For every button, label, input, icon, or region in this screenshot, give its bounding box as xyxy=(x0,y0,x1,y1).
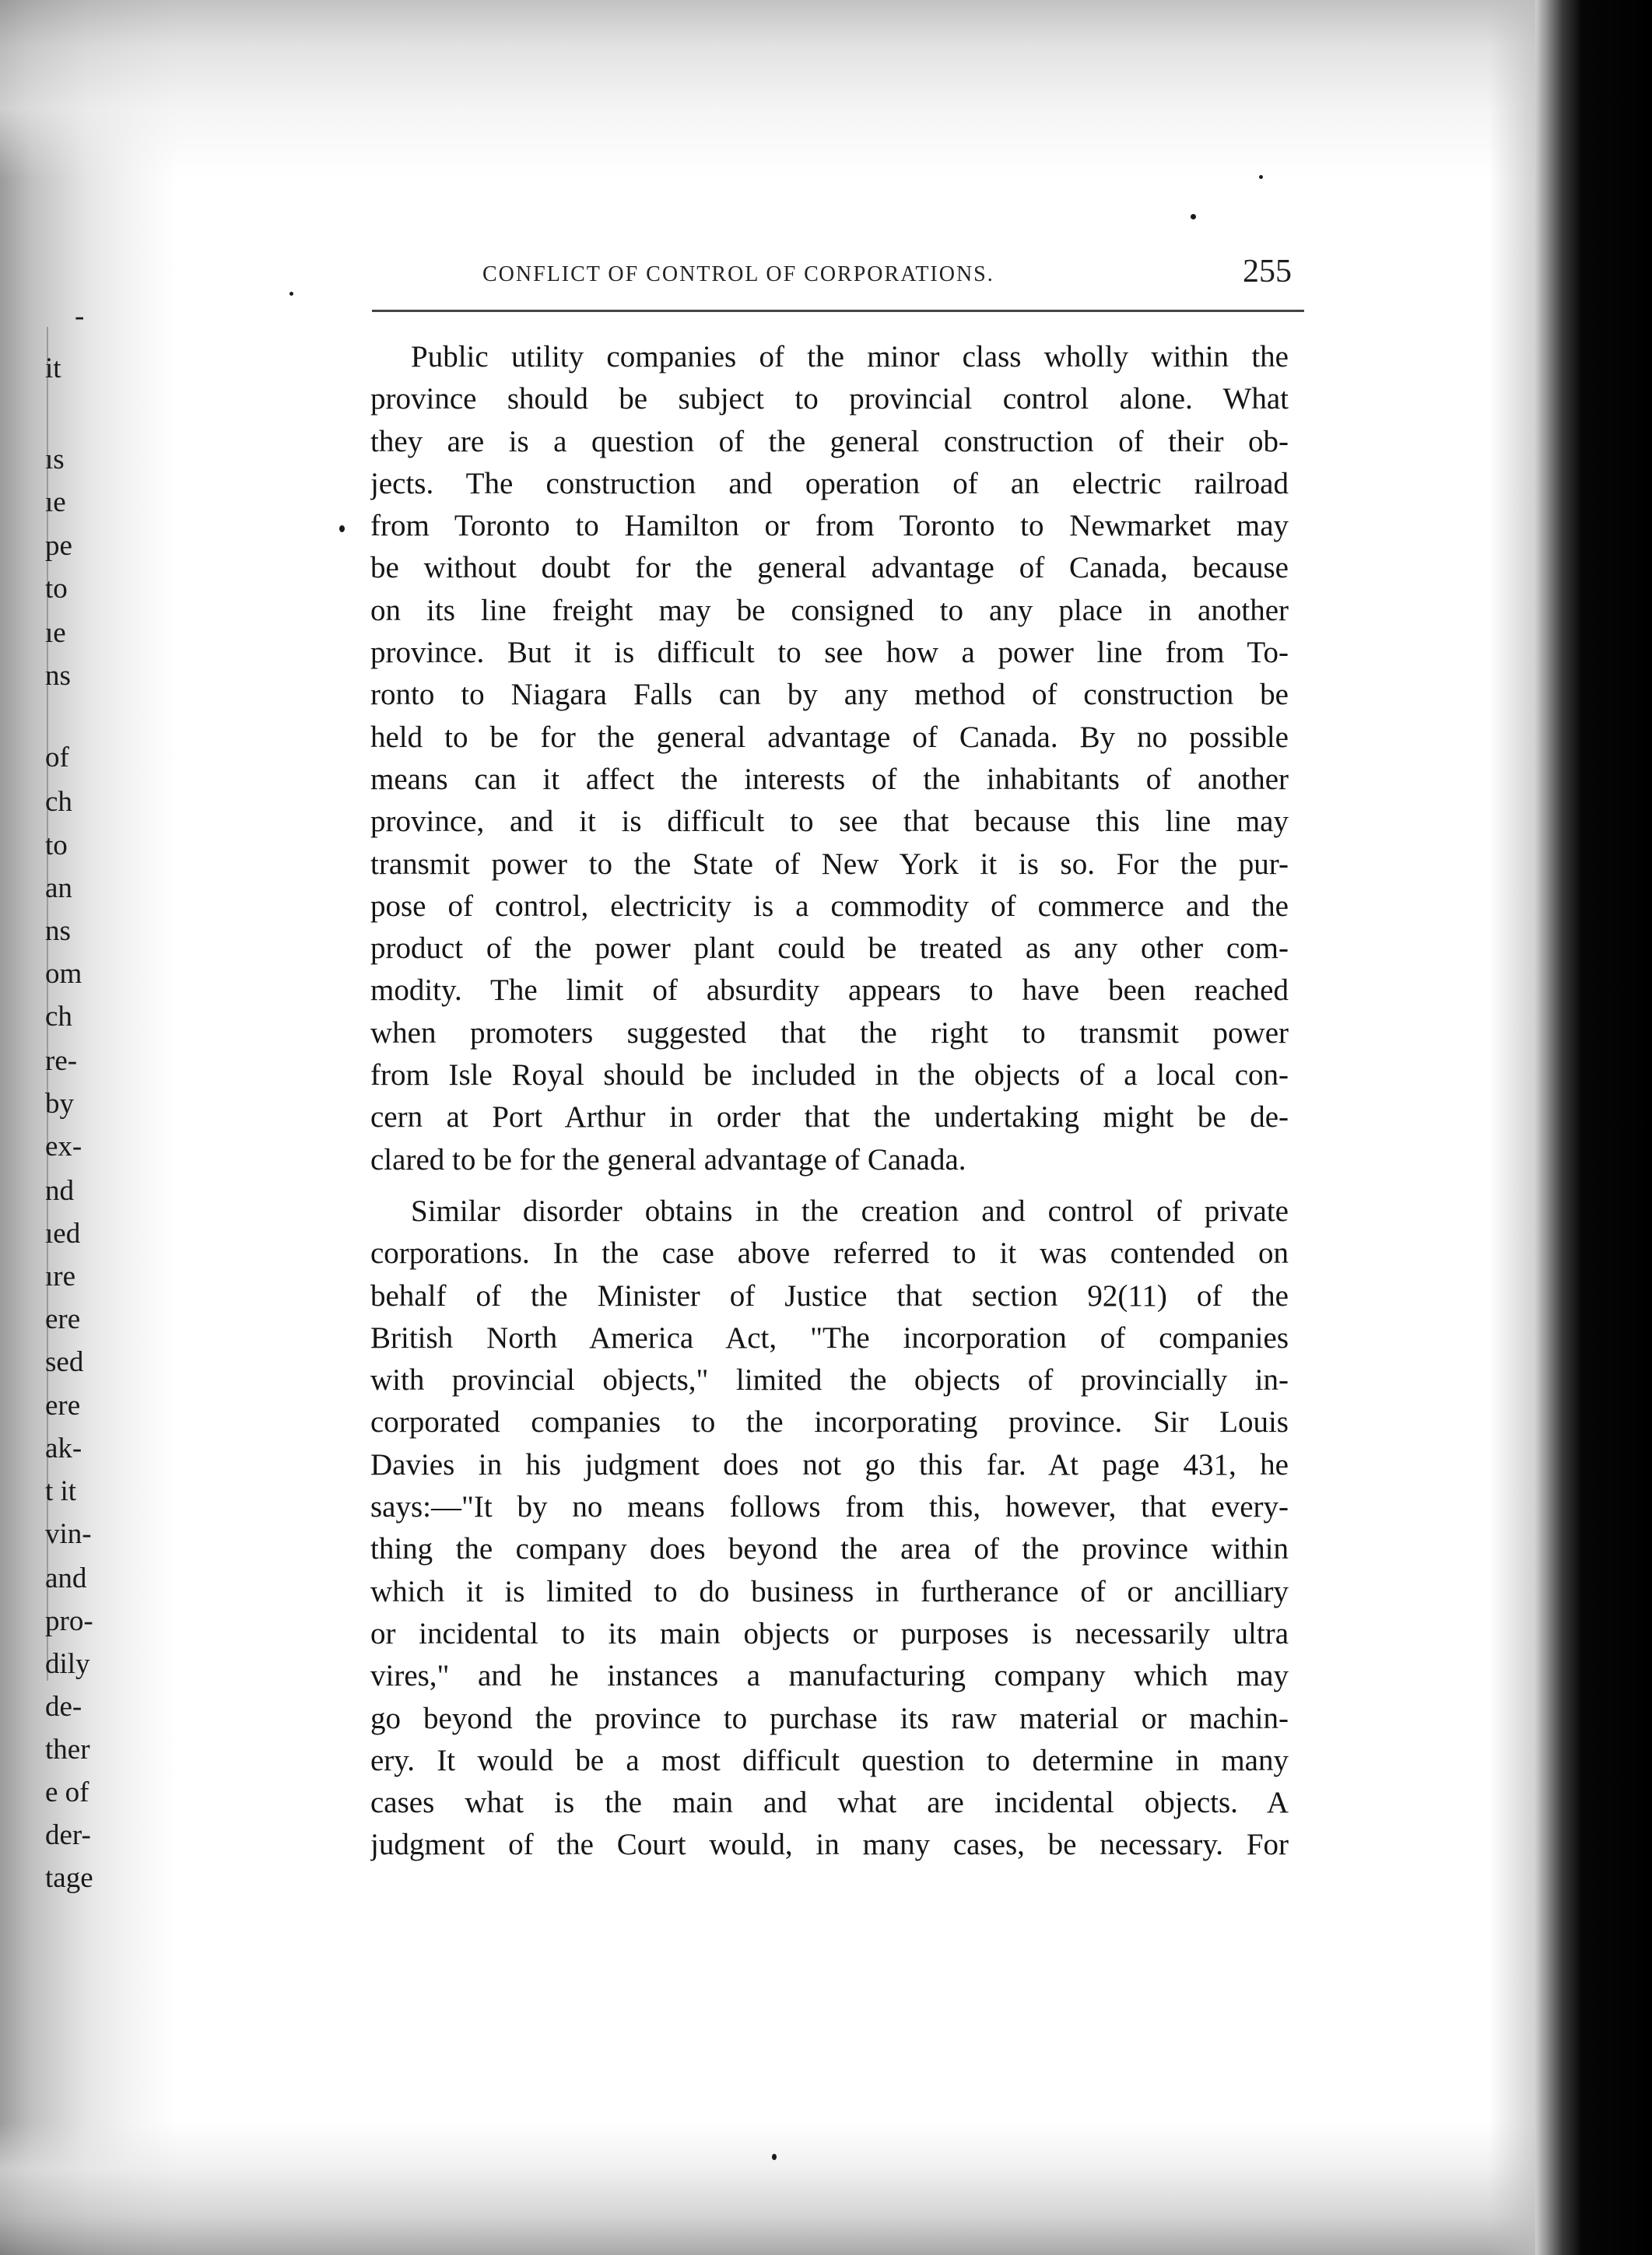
text-line: pose of control, electricity is a commodity of commerce and the xyxy=(370,889,1289,923)
text-line: judgment of the Court would, in many cases, be necessary. For xyxy=(370,1828,1289,1862)
previous-page-fragment: pe xyxy=(45,530,72,562)
text-line: Similar disorder obtains in the creation and control of private xyxy=(411,1194,1289,1228)
scan-speck xyxy=(289,292,293,296)
paragraph xyxy=(370,1191,1289,1867)
text-line: province, and it is difficult to see that because this line may xyxy=(370,805,1289,839)
paragraph-gap xyxy=(370,1181,1289,1191)
previous-page-fragment: - xyxy=(75,300,85,332)
text-line: corporations. In the case above referred to it was contended on xyxy=(370,1236,1289,1271)
text-line: which it is limited to do business in furtherance of or ancilliary xyxy=(370,1574,1289,1608)
running-title: CONFLICT OF CONTROL OF CORPORATIONS. xyxy=(482,262,994,286)
text-line: go beyond the province to purchase its raw material or machin- xyxy=(370,1701,1289,1735)
previous-page-fragment: ex- xyxy=(45,1131,82,1163)
scan-speck xyxy=(1191,214,1196,219)
text-line: British North America Act, "The incorporation of companies xyxy=(370,1320,1289,1355)
previous-page-fragment: it xyxy=(45,352,61,384)
previous-page-fragment: ere xyxy=(45,1303,81,1335)
previous-page-fragment: to xyxy=(45,573,68,605)
text-line: on its line freight may be consigned to any place in another xyxy=(370,593,1289,627)
text-line: clared to be for the general advantage of Canada. xyxy=(370,1142,966,1177)
text-line: modity. The limit of absurdity appears to have been reached xyxy=(370,973,1289,1008)
previous-page-fragment: nd xyxy=(45,1175,74,1207)
scan-edge-right xyxy=(1535,0,1652,2255)
scan-shadow-bottom xyxy=(0,2123,1652,2255)
previous-page-fragment: ther xyxy=(45,1734,90,1766)
previous-page-fragment: dily xyxy=(45,1648,90,1680)
previous-page-fragment: tage xyxy=(45,1862,93,1894)
text-line: behalf of the Minister of Justice that section 92(11) of the xyxy=(370,1278,1289,1313)
text-line: Public utility companies of the minor class wholly within the xyxy=(411,340,1289,373)
previous-page-fragment: to xyxy=(45,829,68,861)
text-line: Davies in his judgment does not go this far. At page 431, he xyxy=(370,1447,1289,1482)
previous-page-fragment: ch xyxy=(45,786,72,818)
previous-page-fragment: re- xyxy=(45,1045,78,1077)
text-line: from Isle Royal should be included in the objects of a local con- xyxy=(370,1058,1289,1092)
header-rule xyxy=(372,310,1304,312)
previous-page-fragment: sed xyxy=(45,1346,84,1378)
text-line: when promoters suggested that the right to transmit power xyxy=(370,1015,1289,1050)
previous-page-fragment: de- xyxy=(45,1691,82,1723)
previous-page-fragment: ıre xyxy=(45,1261,76,1292)
scan-speck xyxy=(772,2154,777,2160)
text-line: cases what is the main and what are incidental objects. A xyxy=(370,1786,1289,1820)
previous-page-fragment: e of xyxy=(45,1776,89,1808)
previous-page-fragment: ak- xyxy=(45,1433,82,1464)
text-line: thing the company does beyond the area of the province within xyxy=(370,1532,1289,1566)
running-header xyxy=(482,253,1292,300)
previous-page-fragment: and xyxy=(45,1562,87,1594)
scan-shadow-top xyxy=(0,0,1652,179)
text-line: from Toronto to Hamilton or from Toronto to Newmarket may xyxy=(370,509,1289,543)
text-line: be without doubt for the general advantage of Canada, because xyxy=(370,551,1289,585)
previous-page-fragment: pro- xyxy=(45,1605,93,1637)
previous-page-fragment: der- xyxy=(45,1819,91,1851)
paragraph xyxy=(370,336,1289,1181)
previous-page-fragment: ıe xyxy=(45,486,66,518)
text-line: ery. It would be a most difficult question to determine in many xyxy=(370,1743,1289,1777)
text-line: they are is a question of the general construction of their ob- xyxy=(370,424,1289,458)
scan-speck xyxy=(1259,175,1263,179)
scan-speck xyxy=(339,525,345,532)
previous-page-fragment: om xyxy=(45,958,82,990)
text-line: with provincial objects," limited the objects of provincially in- xyxy=(370,1363,1289,1398)
previous-page-fragment: ch xyxy=(45,1001,72,1033)
text-line: corporated companies to the incorporating province. Sir Louis xyxy=(370,1405,1289,1440)
text-line: product of the power plant could be treated as any other com- xyxy=(370,931,1289,966)
text-line: province should be subject to provincial control alone. What xyxy=(370,382,1289,416)
text-line: province. But it is difficult to see how a power line from To- xyxy=(370,636,1289,670)
text-line: transmit power to the State of New York it is so. For the pur- xyxy=(370,847,1289,881)
text-line: held to be for the general advantage of Canada. By no possible xyxy=(370,720,1289,754)
scan-fringe-right xyxy=(1489,0,1535,2255)
body-text xyxy=(370,336,1289,1867)
previous-page-fragment: ıe xyxy=(45,617,66,649)
text-line: means can it affect the interests of the inhabitants of another xyxy=(370,762,1289,796)
previous-page-fragment: ıed xyxy=(45,1218,81,1250)
previous-page-fragments xyxy=(0,0,109,2255)
previous-page-fragment: ns xyxy=(45,660,71,692)
previous-page-fragment: vin- xyxy=(45,1518,92,1550)
text-line: vires," and he instances a manufacturing company which may xyxy=(370,1659,1289,1693)
text-line: or incidental to its main objects or purposes is necessarily ultra xyxy=(370,1616,1289,1650)
previous-page-fragment: of xyxy=(45,742,69,773)
previous-page-fragment: ıs xyxy=(45,444,65,475)
text-line: says:—"It by no means follows from this, however, that every- xyxy=(370,1490,1289,1524)
text-line: cern at Port Arthur in order that the undertaking might be de- xyxy=(370,1100,1289,1135)
previous-page-fragment: ns xyxy=(45,915,71,947)
page-number: 255 xyxy=(1243,254,1292,289)
previous-page-fragment: t it xyxy=(45,1475,77,1507)
previous-page-fragment: an xyxy=(45,872,72,904)
previous-page-fragment: ere xyxy=(45,1390,81,1422)
text-line: jects. The construction and operation of an electric railroad xyxy=(370,466,1289,500)
previous-page-fragment: by xyxy=(45,1088,74,1120)
text-line: ronto to Niagara Falls can by any method of construction be xyxy=(370,678,1289,712)
